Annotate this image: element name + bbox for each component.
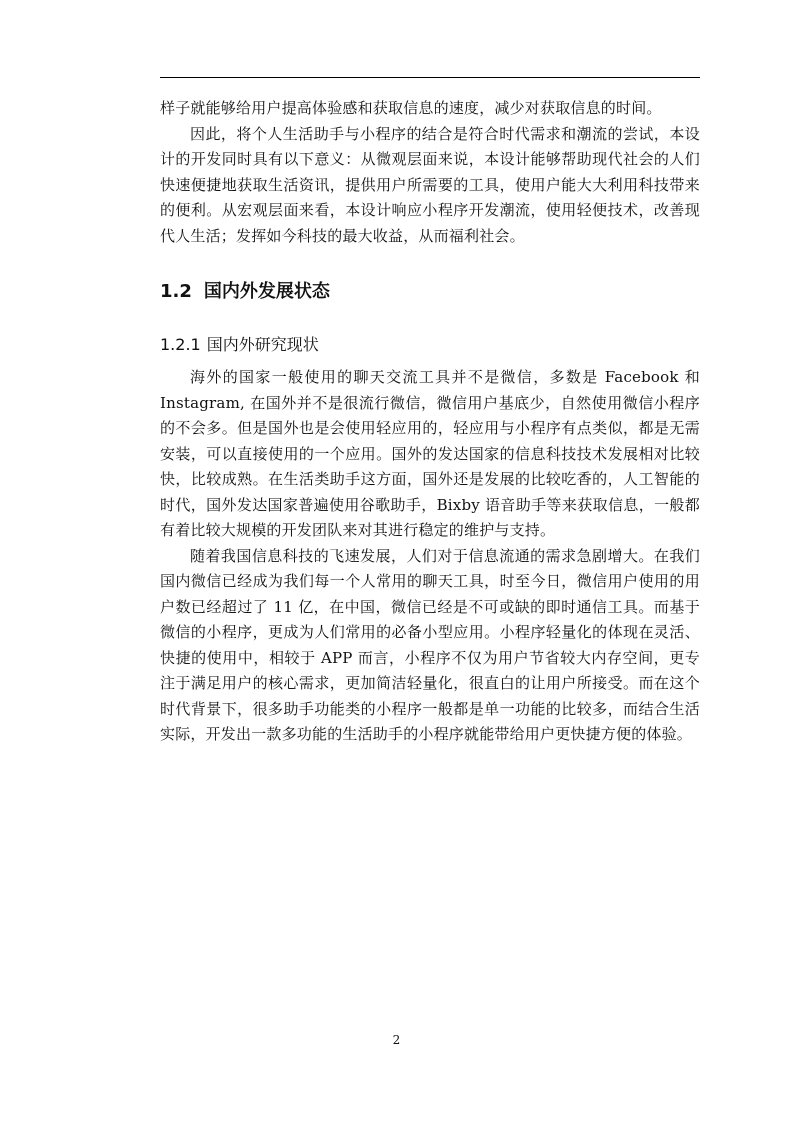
- section-heading: [160, 279, 700, 305]
- section-number: 1.2: [160, 281, 192, 302]
- paragraph-significance: 因此，将个人生活助手与小程序的结合是符合时代需求和潮流的尝试，本设计的开发同时具有以下意义：从微观层面来说，本设计能够帮助现代社会的人们快速便捷地获取生活资讯，提供用户所需要的工具，使用户能大大利用科技带来的便利。从宏观层面来看，本设计响应小程序开发潮流，使用轻便技术，改善现代人生活；发挥如今科技的最大收益，从而福利社会。: [160, 124, 700, 245]
- subsection-heading: [160, 333, 700, 357]
- section-title: 国内外发展状态: [203, 281, 330, 302]
- paragraph-domestic: 随着我国信息科技的飞速发展，人们对于信息流通的需求急剧增大。在我们国内微信已经成为我们每一个人常用的聊天工具，时至今日，微信用户使用的用户数已经超过了 11 亿，在中国，微信已经是不可或缺的即时通信工具。而基于微信的小程序，更成为人们常用的必备小型应用。小程序轻量化的体现在灵活、快捷的使用中，相较于 APP 而言，小程序不仅为用户节省较大内存空间，更专注于满足用户的核心需求，更加简洁轻量化，很直白的让用户所接受。而在这个时代背景下，很多助手功能类的小程序一般都是单一功能的比较多，而结合生活实际，开发出一款多功能的生活助手的小程序就能带给用户更快捷方便的体验。: [160, 546, 700, 743]
- paragraph-continuation: 样子就能够给用户提高体验感和获取信息的速度，减少对获取信息的时间。: [160, 99, 662, 117]
- page-content: [160, 96, 700, 748]
- header-rule: [160, 77, 700, 78]
- subsection-number: 1.2.1: [160, 335, 201, 354]
- paragraph-overseas: 海外的国家一般使用的聊天交流工具并不是微信，多数是 Facebook 和 Instagram, 在国外并不是很流行微信，微信用户基底少，自然使用微信小程序的不会多。但是国外也是会使用轻应用的，轻应用与小程序有点类似，都是无需安装，可以直接使用的一个应用。国外的发达国家的信息科技技术发展相对比较快，比较成熟。在生活类助手这方面，国外还是发展的比较吃香的，人工智能的时代，国外发达国家普遍使用谷歌助手，Bixby 语音助手等来获取信息，一般都有着比较大规模的开发团队来对其进行稳定的维护与支持。: [160, 368, 700, 539]
- page-number: 2: [392, 1033, 401, 1047]
- subsection-title: 国内外研究现状: [206, 335, 319, 354]
